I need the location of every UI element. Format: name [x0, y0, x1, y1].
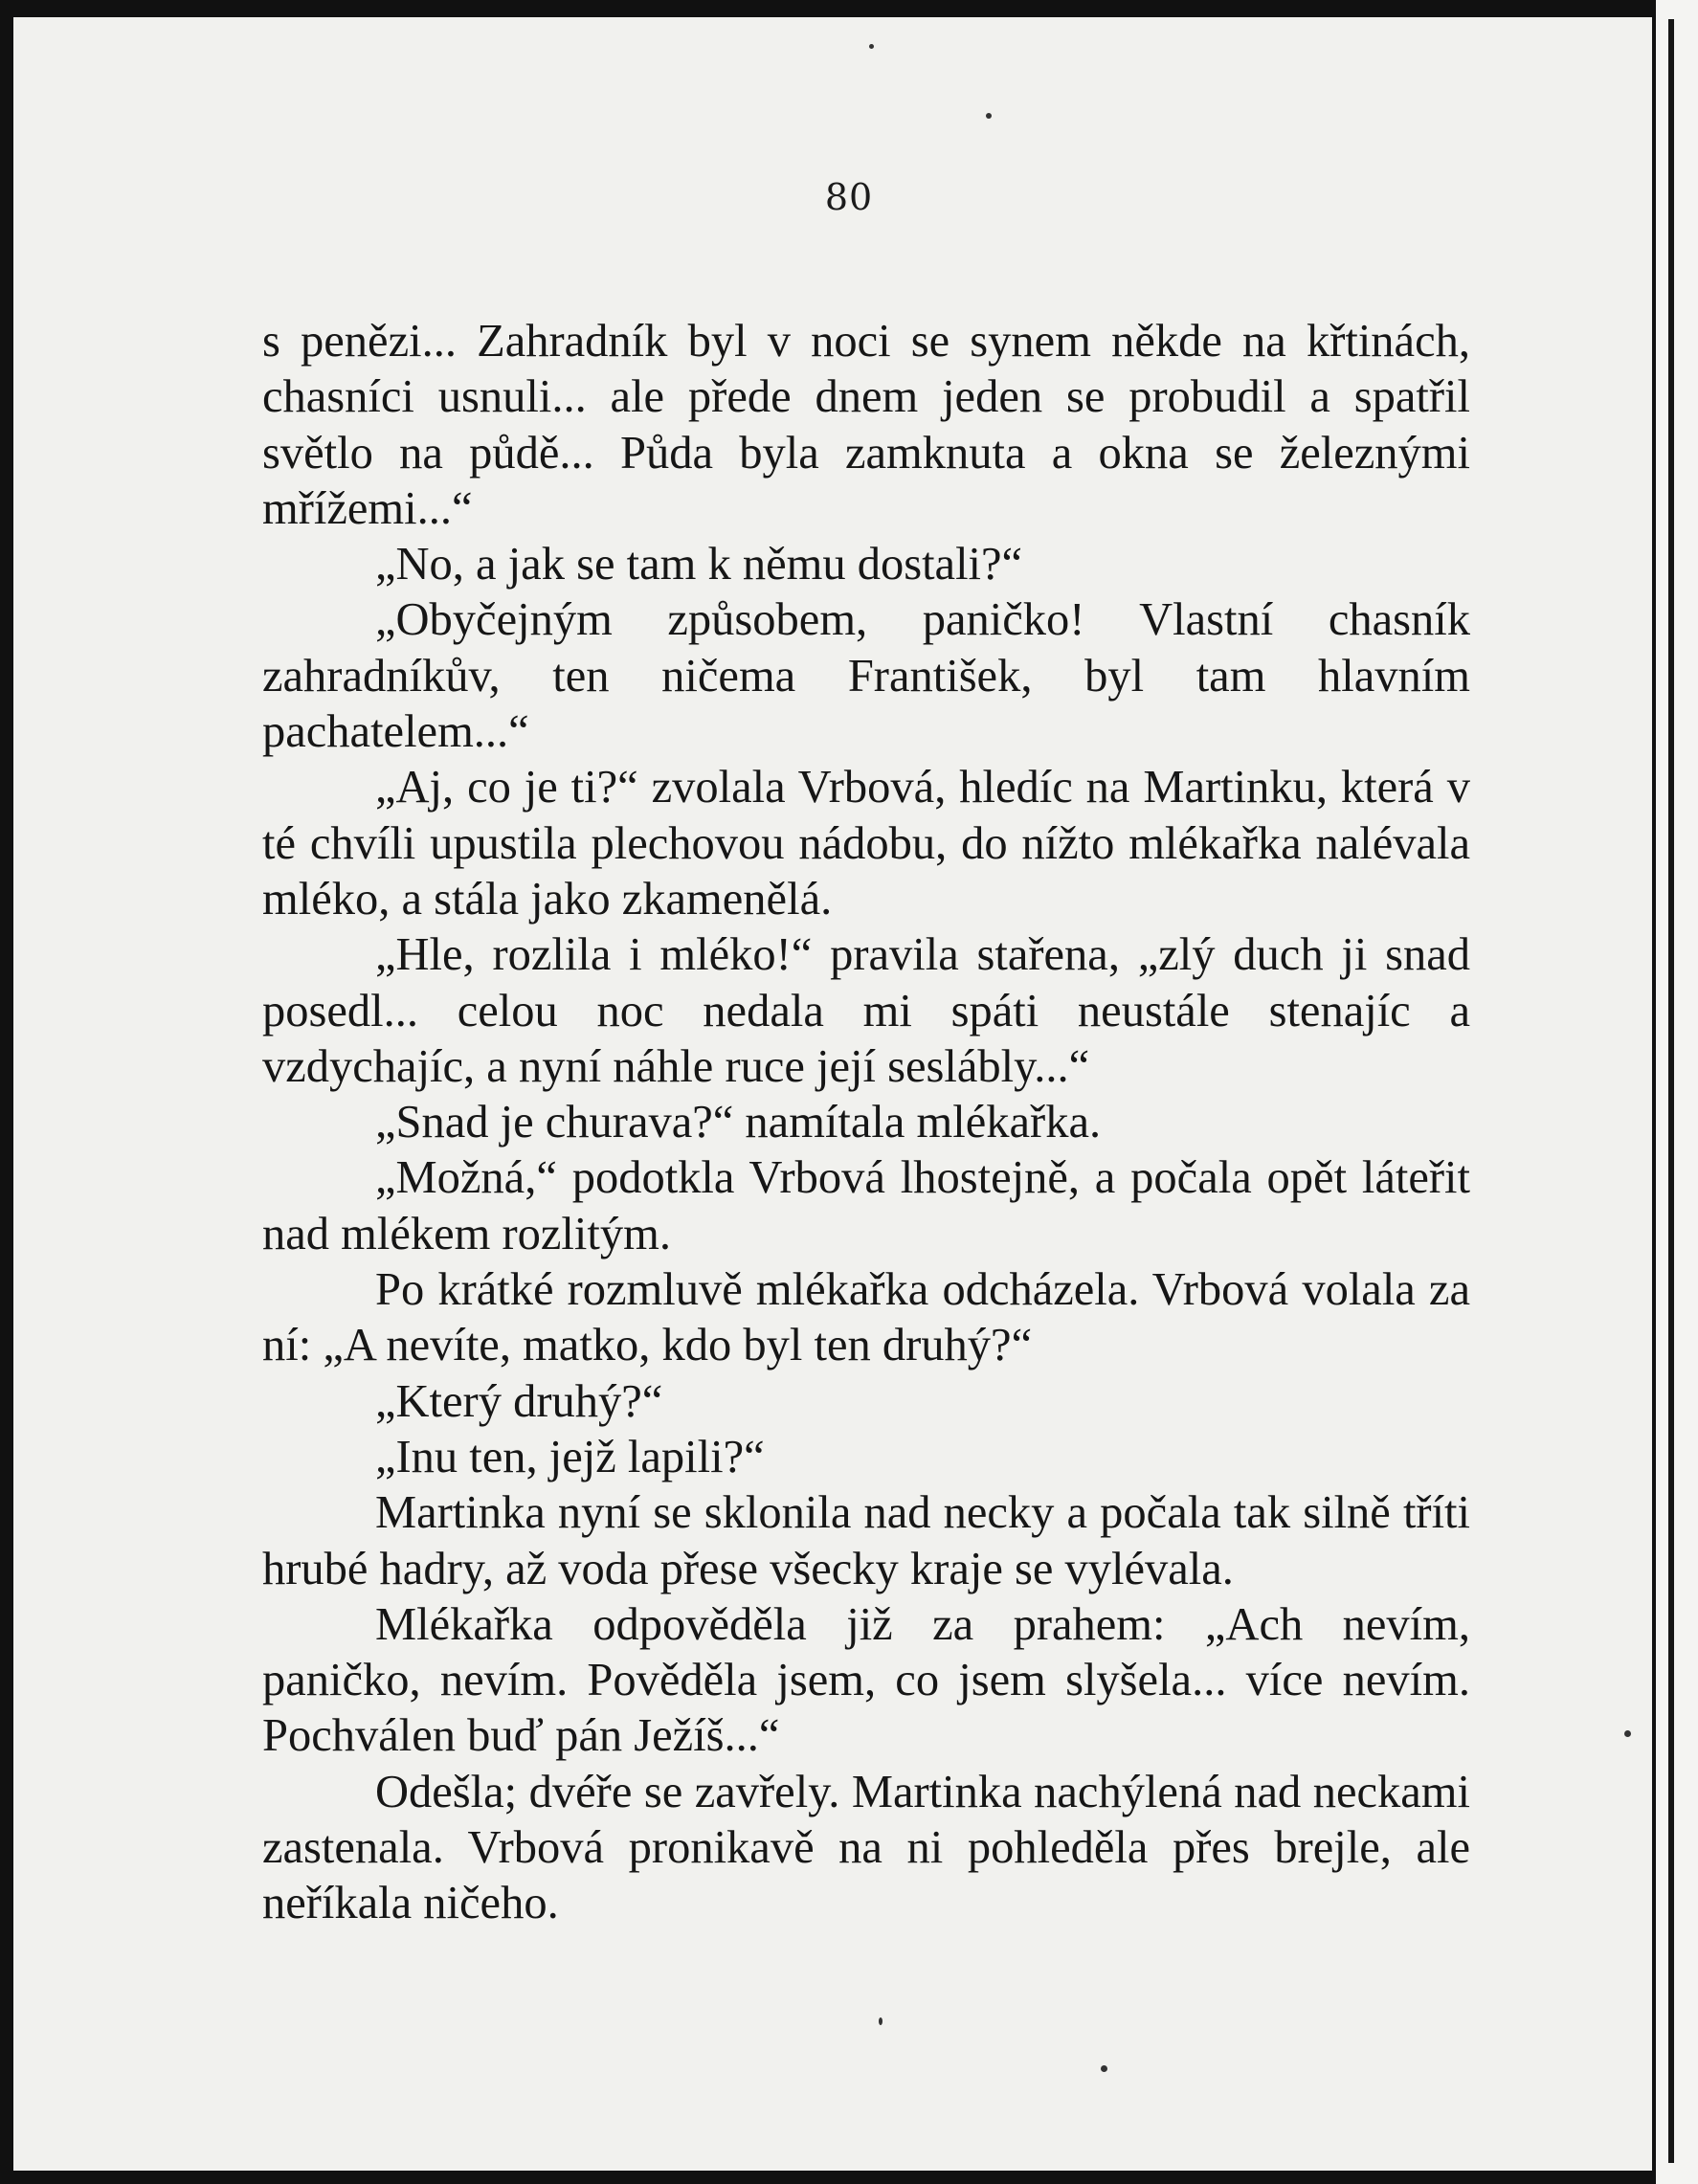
paragraph: Po krátké rozmluvě mlékařka odcházela. Vrbová volala za ní: „A nevíte, matko, kdo byl ten druhý?“: [262, 1264, 1470, 1371]
paragraph: „Který druhý?“: [375, 1375, 663, 1427]
paragraph: „Aj, co je ti?“ zvolala Vrbová, hledíc na Martinku, která v té chvíli upustila plechovou nádobu, do nížto mlékařka nalévala mléko, a stála jako zkamenělá.: [262, 762, 1470, 925]
binding-shadow: [1668, 19, 1674, 2163]
paragraph: „Inu ten, jejž lapili?“: [375, 1431, 765, 1482]
paragraph: Mlékařka odpověděla již za prahem: „Ach nevím, paničko, nevím. Pověděla jsem, co jsem slyšela... více nevím. Pochválen buď pán Ježíš...“: [262, 1598, 1470, 1762]
print-speck: [869, 44, 874, 49]
paragraph: „Hle, rozlila i mléko!“ pravila stařena, „zlý duch ji snad posedl... celou noc nedala mi spáti neustále stenajíc a vzdychajíc, a nyní náhle ruce její seslábly...“: [262, 929, 1470, 1092]
paragraph: Odešla; dvéře se zavřely. Martinka nachýlená nad neckami zastenala. Vrbová pronikavě na ni pohleděla přes brejle, ale neříkala ničeho.: [262, 1766, 1470, 1929]
paragraph: „Obyčejným způsobem, paničko! Vlastní chasník zahradníkův, ten ničema František, byl tam hlavním pachatelem...“: [262, 594, 1470, 758]
print-speck: [1624, 1730, 1631, 1737]
page-number: 80: [824, 176, 874, 218]
paragraph: „Možná,“ podotkla Vrbová lhostejně, a počala opět láteřit nad mlékem rozlitým.: [262, 1152, 1470, 1259]
paragraph: „No, a jak se tam k němu dostali?“: [375, 539, 1023, 591]
print-speck: [986, 113, 992, 119]
page-edge: [1656, 0, 1698, 2184]
paragraph: Martinka nyní se sklonila nad necky a počala tak silně tříti hrubé hadry, až voda přese všecky kraje se vylévala.: [262, 1487, 1470, 1594]
paragraph: s penězi... Zahradník byl v noci se synem někde na křtinách, chasníci usnuli... ale přede dnem jeden se probudil a spatřil světlo na půdě... Půda byla zamknuta a okna se železnými mřížemi...“: [262, 316, 1470, 534]
paragraph: „Snad je churava?“ namítala mlékařka.: [375, 1097, 1102, 1148]
print-speck: [879, 2017, 883, 2025]
body-text: [262, 314, 1470, 1932]
print-speck: [1101, 2065, 1107, 2072]
